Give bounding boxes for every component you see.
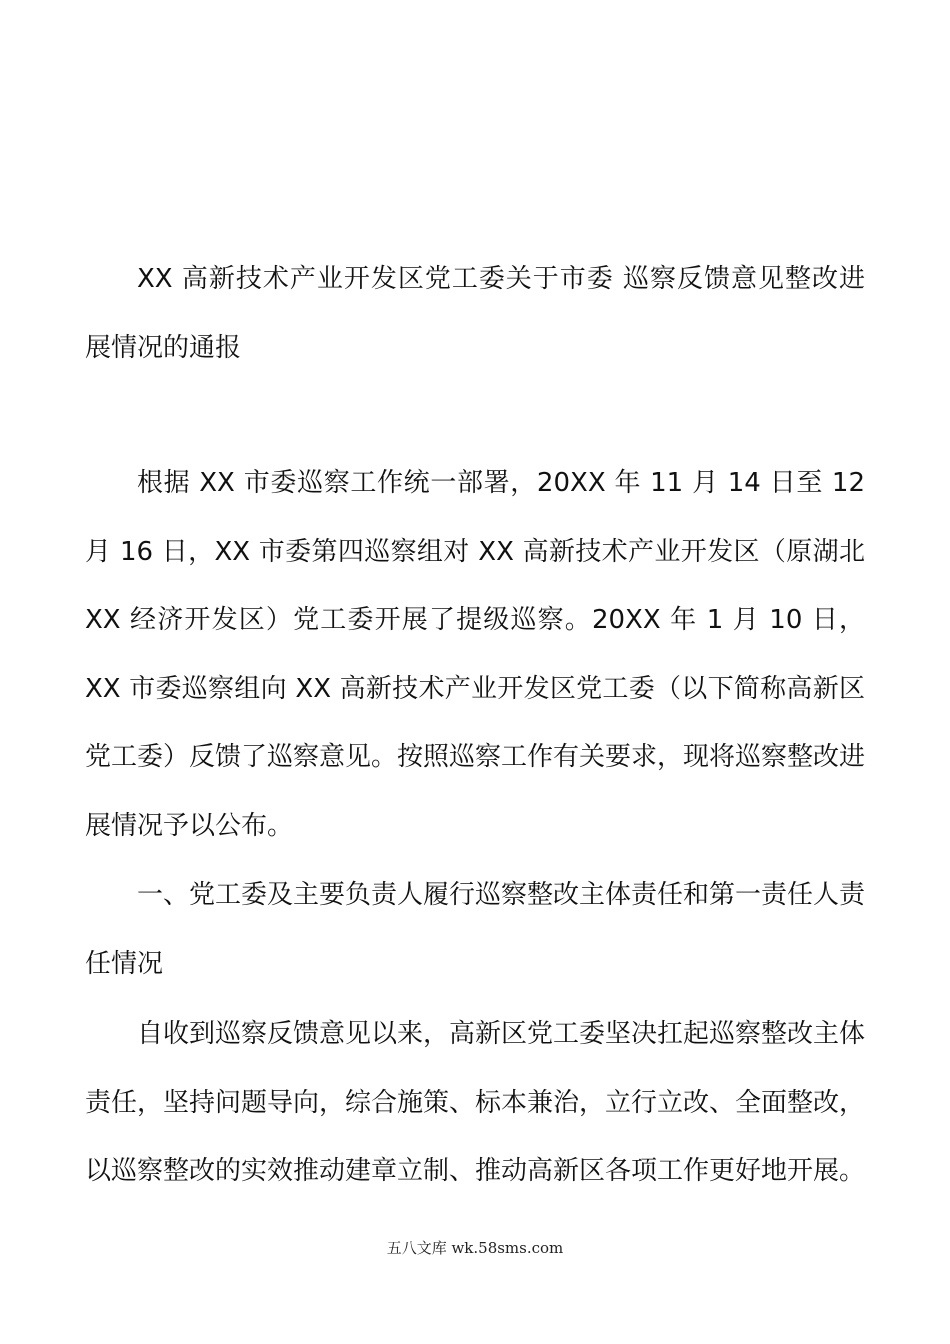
footer-watermark: 五八文库 wk.58sms.com xyxy=(386,1239,564,1257)
paragraph-section-1: 自收到巡察反馈意见以来，高新区党工委坚决扛起巡察整改主体责任，坚持问题导向，综合施策、标本兼治，立行立改、全面整改，以巡察整改的实效推动建章立制、推动高新区各项工作更好地开展。 xyxy=(85,1019,866,1187)
document-title: XX 高新技术产业开发区党工委关于市委 巡察反馈意见整改进展情况的通报 xyxy=(85,264,865,363)
paragraph-intro: 根据 XX 市委巡察工作统一部署，20XX 年 11 月 14 日至 12 月 16 日，XX 市委第四巡察组对 XX 高新技术产业开发区（原湖北 XX 经济开发区）党工委开展了提级巡察。20XX 年 1 月 10 日，XX 市委巡察组向 XX 高新技术产业开发区党工委（以下简称高新区党工委）反馈了巡察意见。按照巡察工作有关要求，现将巡察整改进展情况予以公布。 xyxy=(85,468,866,841)
section-heading-1: 一、党工委及主要负责人履行巡察整改主体责任和第一责任人责任情况 xyxy=(85,880,866,979)
